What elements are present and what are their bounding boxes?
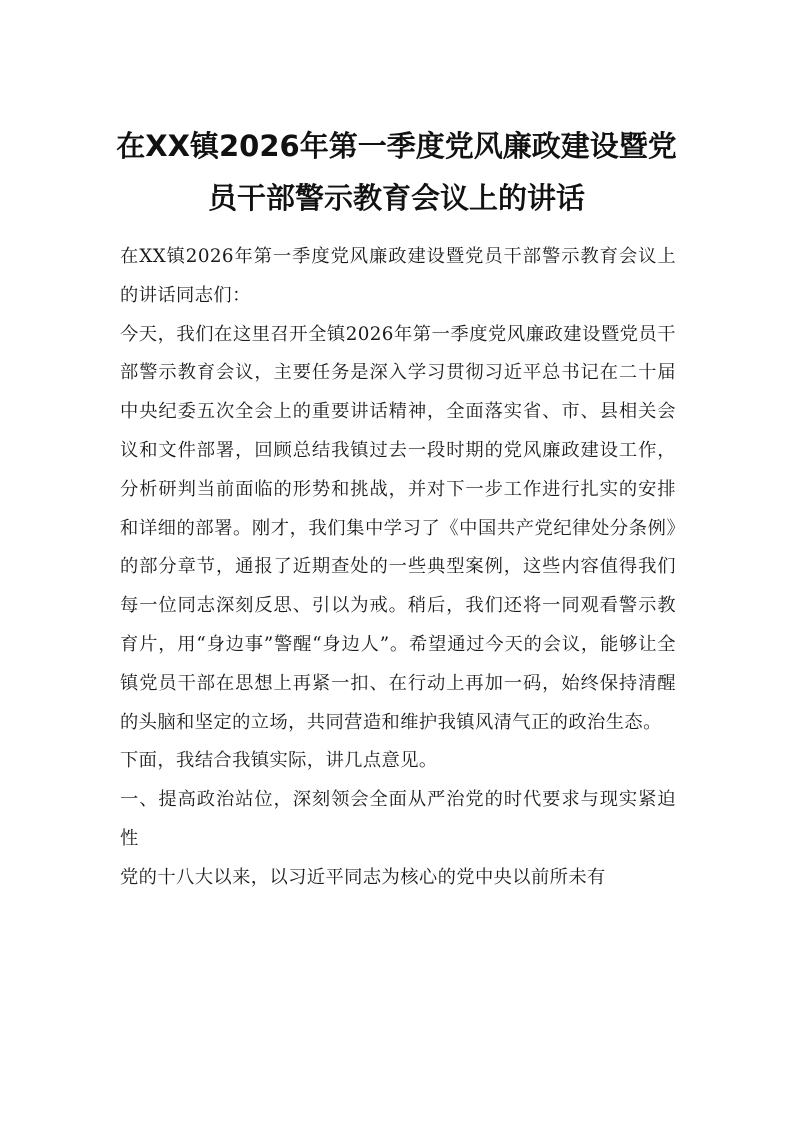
document-body: [120, 238, 676, 898]
paragraph-section-1-start: 党的十八大以来，以习近平同志为核心的党中央以前所未有: [120, 866, 606, 888]
document-title: [100, 120, 693, 224]
section-heading-1: 一、提高政治站位，深刻领会全面从严治党的时代要求与现实紧迫性: [120, 789, 676, 849]
paragraph-transition: 下面，我结合我镇实际，讲几点意见。: [120, 750, 438, 772]
title-line-1: 在XX镇2026年第一季度党风廉政建设暨党: [116, 129, 677, 163]
paragraph-opening: 今天，我们在这里召开全镇2026年第一季度党风廉政建设暨党员干部警示教育会议，主要任务是深入学习贯彻习近平总书记在二十届中央纪委五次全会上的重要讲话精神，全面落实省、市、县相关会议和文件部署，回顾总结我镇过去一段时期的党风廉政建设工作，分析研判当前面临的形势和挑战，并对下一步工作进行扎实的安排和详细的部署。刚才，我们集中学习了《中国共产党纪律处分条例》的部分章节，通报了近期查处的一些典型案例，这些内容值得我们每一位同志深刻反思、引以为戒。稍后，我们还将一同观看警示教育片，用“身边事”警醒“身边人”。希望通过今天的会议，能够让全镇党员干部在思想上再紧一扣、在行动上再加一码，始终保持清醒的头脑和坚定的立场，共同营造和维护我镇风清气正的政治生态。: [120, 323, 676, 733]
paragraph-heading-greeting: 在XX镇2026年第一季度党风廉政建设暨党员干部警示教育会议上的讲话同志们：: [120, 246, 676, 306]
title-line-2: 员干部警示教育会议上的讲话: [207, 181, 585, 215]
